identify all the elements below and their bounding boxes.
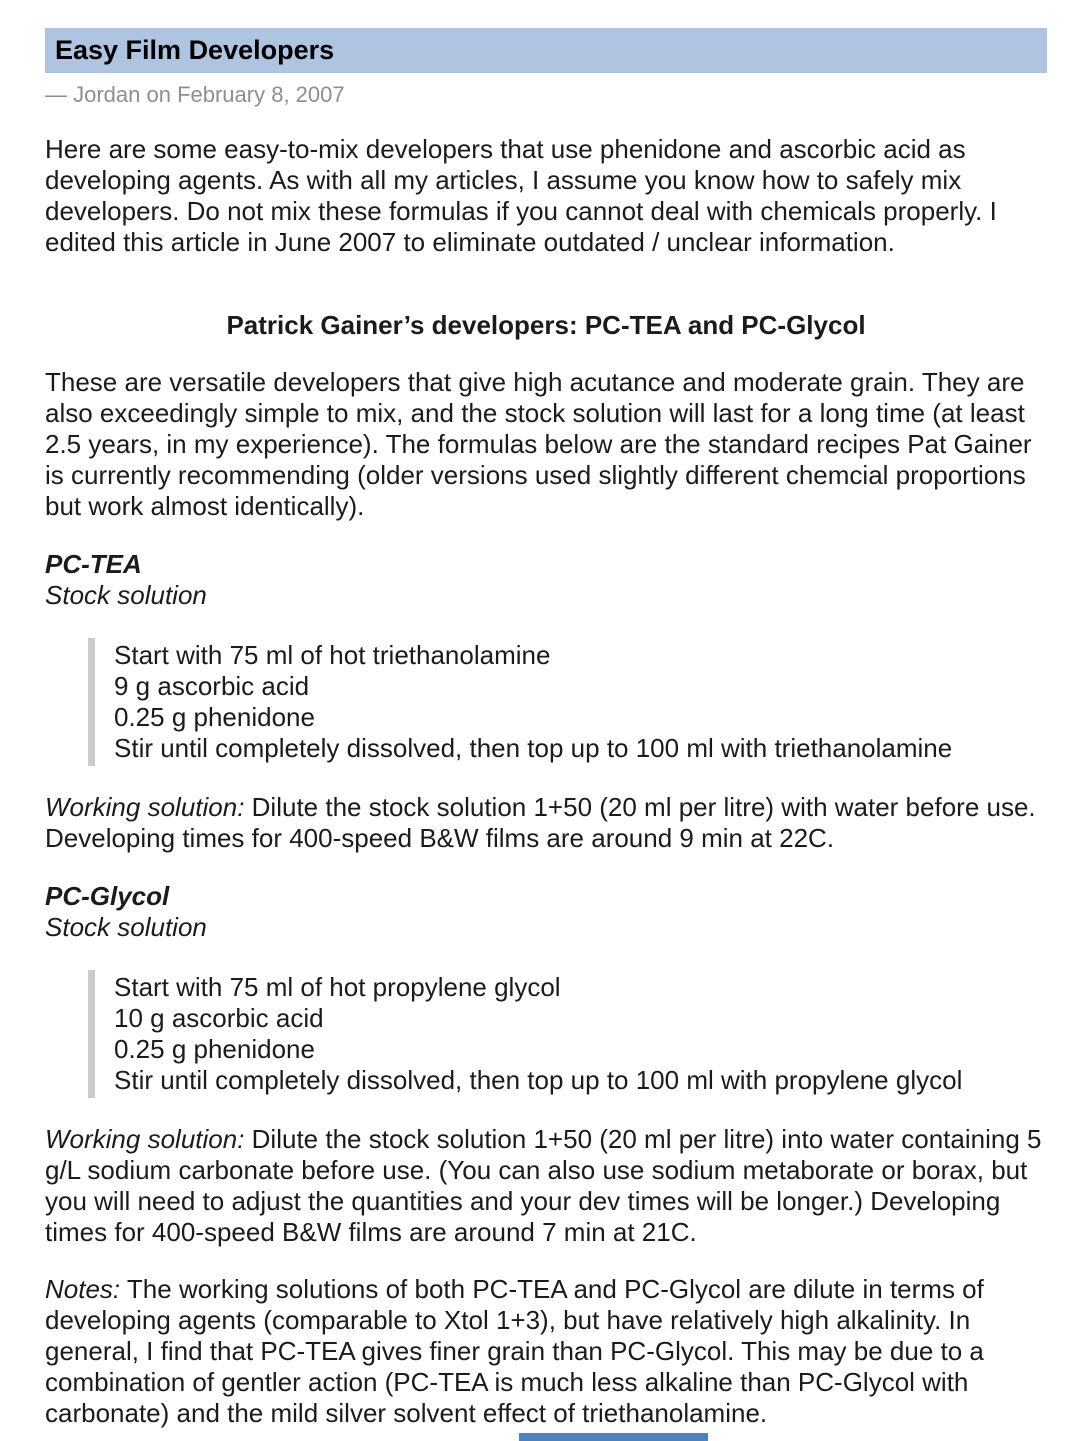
working-solution-text: Dilute the stock solution 1+50 (20 ml per litre) into water containing 5 g/L sodium carbonate before use. (You can also use sodium metaborate or borax, but you will need to adjust the quantities and your dev times will be longer.) Developing times for 400-speed B&W films are around 7 min at 21C. bbox=[45, 1124, 1042, 1247]
working-solution-label: Working solution: bbox=[45, 792, 245, 822]
working-solution-label: Working solution: bbox=[45, 1124, 245, 1154]
recipe-blockquote-pc-tea bbox=[88, 638, 1047, 766]
page-title: Easy Film Developers bbox=[55, 35, 335, 65]
developer-heading-pc-tea bbox=[45, 549, 1047, 611]
working-solution-pc-glycol bbox=[45, 1124, 1047, 1248]
recipe-blockquote-pc-glycol bbox=[88, 970, 1047, 1098]
recipe-line: 0.25 g phenidone bbox=[114, 1034, 315, 1064]
recipe-line: 9 g ascorbic acid bbox=[114, 671, 310, 701]
recipe-line: Start with 75 ml of hot triethanolamine bbox=[114, 640, 551, 670]
developer-name: PC-Glycol bbox=[45, 881, 170, 911]
recipe-line: Start with 75 ml of hot propylene glycol bbox=[114, 972, 561, 1002]
post-byline: — Jordan on February 8, 2007 bbox=[45, 82, 345, 107]
notes-label: Notes: bbox=[45, 1274, 121, 1304]
developer-subtitle: Stock solution bbox=[45, 912, 207, 942]
partial-next-element-bar bbox=[519, 1433, 708, 1441]
recipe-line: 0.25 g phenidone bbox=[114, 702, 315, 732]
post-title-bar bbox=[45, 28, 1047, 73]
intro-paragraph: Here are some easy-to-mix developers that use phenidone and ascorbic acid as developing agents. As with all my articles, I assume you know how to safely mix developers. Do not mix these formulas if you cannot deal with chemicals properly. I edited this article in June 2007 to eliminate outdated / unclear information. bbox=[45, 134, 997, 257]
developer-subtitle: Stock solution bbox=[45, 580, 207, 610]
recipe-line: Stir until completely dissolved, then top up to 100 ml with propylene glycol bbox=[114, 1065, 963, 1095]
recipe-line: 10 g ascorbic acid bbox=[114, 1003, 324, 1033]
notes-paragraph bbox=[45, 1274, 1047, 1429]
developer-name: PC-TEA bbox=[45, 549, 142, 579]
working-solution-text: Dilute the stock solution 1+50 (20 ml per litre) with water before use. Developing times for 400-speed B&W films are around 9 min at 22C. bbox=[45, 792, 1036, 853]
working-solution-pc-tea bbox=[45, 792, 1047, 854]
developer-heading-pc-glycol bbox=[45, 881, 1047, 943]
recipe-line: Stir until completely dissolved, then top up to 100 ml with triethanolamine bbox=[114, 733, 953, 763]
section-intro-paragraph: These are versatile developers that give high acutance and moderate grain. They are also exceedingly simple to mix, and the stock solution will last for a long time (at least 2.5 years, in my experience). The formulas below are the standard recipes Pat Gainer is currently recommending (older versions used slightly different chemcial proportions but work almost identically). bbox=[45, 367, 1032, 521]
notes-text: The working solutions of both PC-TEA and PC-Glycol are dilute in terms of developing agents (comparable to Xtol 1+3), but have relatively high alkalinity. In general, I find that PC-TEA gives finer grain than PC-Glycol. This may be due to a combination of gentler action (PC-TEA is much less alkaline than PC-Glycol with carbonate) and the mild silver solvent effect of triethanolamine. bbox=[45, 1274, 984, 1428]
section-heading: Patrick Gainer’s developers: PC-TEA and PC-Glycol bbox=[226, 310, 866, 340]
